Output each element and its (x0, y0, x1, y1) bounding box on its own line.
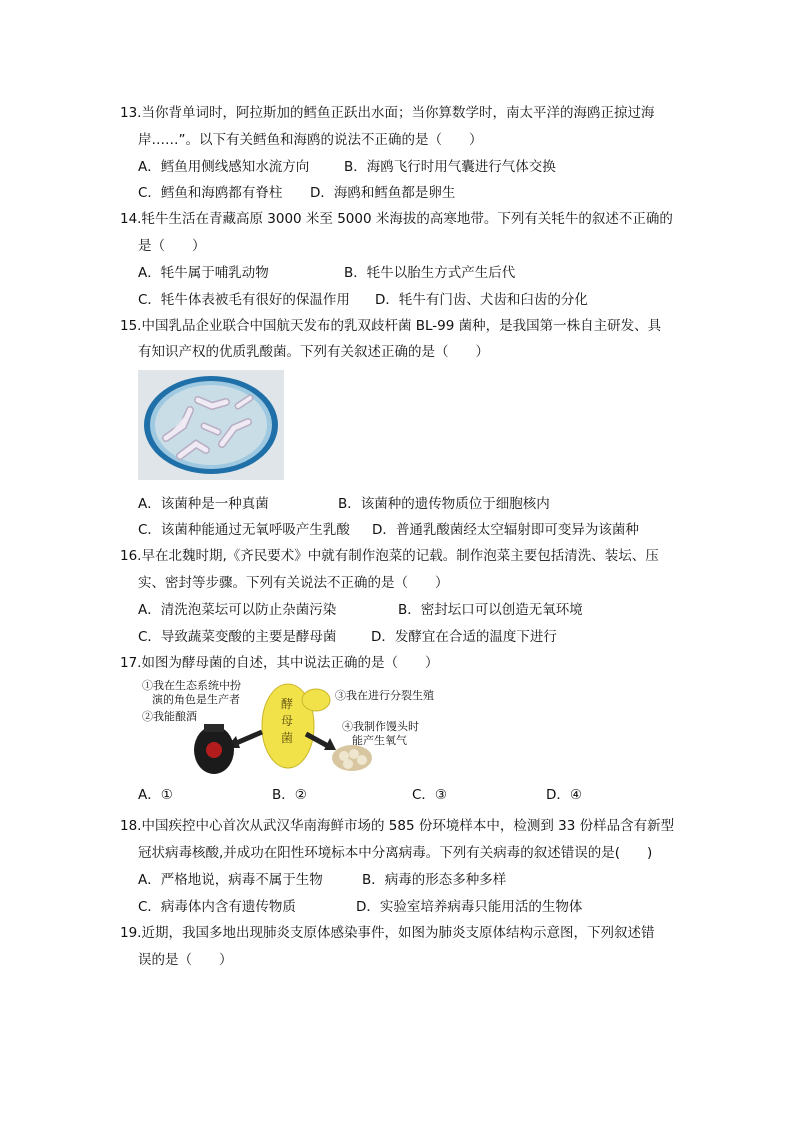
q15-option-c: C．该菌种能通过无氧呼吸产生乳酸 (138, 522, 350, 538)
yeast-statement-4b: 能产生氧气 (352, 735, 407, 747)
yeast-statement-4a: ④我制作馒头时 (342, 721, 419, 733)
q19-stem-line2: 误的是（ ） (138, 952, 233, 968)
yeast-statement-1b: 演的角色是生产者 (152, 694, 240, 706)
q18-stem-line2: 冠状病毒核酸,并成功在阳性环境标本中分离病毒。下列有关病毒的叙述错误的是( ) (138, 845, 653, 861)
q13-option-d: D．海鸥和鳕鱼都是卵生 (310, 185, 456, 201)
q18-option-b: B．病毒的形态多种多样 (362, 872, 507, 888)
q17-option-d: D．④ (546, 787, 582, 803)
q18-option-a: A．严格地说，病毒不属于生物 (138, 872, 323, 888)
q16-stem-line2: 实、密封等步骤。下列有关说法不正确的是（ ） (138, 575, 449, 591)
q14-stem-line2: 是（ ） (138, 238, 206, 254)
q18-option-c: C．病毒体内含有遗传物质 (138, 899, 296, 915)
q19-stem-line1: 19.近期，我国多地出现肺炎支原体感染事件，如图为肺炎支原体结构示意图，下列叙述错 (120, 925, 655, 941)
q17-stem: 17.如图为酵母菌的自述，其中说法正确的是（ ） (120, 655, 439, 671)
yeast-label-char-2: 母 (281, 714, 294, 728)
yeast-statement-3: ③我在进行分裂生殖 (335, 690, 434, 702)
yeast-self-description-figure (138, 678, 438, 778)
q13-option-b: B．海鸥飞行时用气囊进行气体交换 (344, 159, 556, 175)
q13-option-a: A．鳕鱼用侧线感知水流方向 (138, 159, 310, 175)
q15-option-a: A．该菌种是一种真菌 (138, 496, 269, 512)
q13-stem-line1: 13.当你背单词时，阿拉斯加的鳕鱼正跃出水面；当你算数学时，南太平洋的海鸥正掠过海 (120, 105, 655, 121)
yeast-label-char-3: 菌 (281, 731, 294, 745)
q14-option-b: B．牦牛以胎生方式产生后代 (344, 265, 516, 281)
q16-stem-line1: 16.早在北魏时期,《齐民要术》中就有制作泡菜的记载。制作泡菜主要包括清洗、装坛、压 (120, 548, 659, 564)
yeast-statement-2: ②我能酿酒 (142, 711, 197, 723)
q16-option-d: D．发酵宜在合适的温度下进行 (371, 629, 557, 645)
q13-stem-line2: 岸……”。以下有关鳕鱼和海鸥的说法不正确的是（ ） (138, 132, 483, 148)
q17-option-a: A．① (138, 787, 173, 803)
q16-option-a: A．清洗泡菜坛可以防止杂菌污染 (138, 602, 337, 618)
q15-stem-line2: 有知识产权的优质乳酸菌。下列有关叙述正确的是（ ） (138, 344, 489, 360)
q18-option-d: D．实验室培养病毒只能用活的生物体 (356, 899, 583, 915)
q13-option-c: C．鳕鱼和海鸥都有脊柱 (138, 185, 283, 201)
q17-option-b: B．② (272, 787, 307, 803)
q14-option-a: A．牦牛属于哺乳动物 (138, 265, 269, 281)
q14-option-d: D．牦牛有门齿、犬齿和臼齿的分化 (375, 292, 588, 308)
q16-option-b: B．密封坛口可以创造无氧环境 (398, 602, 583, 618)
q14-stem-line1: 14.牦牛生活在青藏高原 3000 米至 5000 米海拔的高寒地带。下列有关牦牛的叙述不正确的 (120, 211, 673, 227)
yeast-statement-1a: ①我在生态系统中扮 (142, 680, 241, 692)
q15-stem-line1: 15.中国乳品企业联合中国航天发布的乳双歧杆菌 BL-99 菌种，是我国第一株自主研发、具 (120, 318, 662, 334)
q18-stem-line1: 18.中国疾控中心首次从武汉华南海鲜市场的 585 份环境样本中，检测到 33 份样品含有新型 (120, 818, 675, 834)
bacteria-micrograph-image (138, 370, 284, 480)
q16-option-c: C．导致蔬菜变酸的主要是酵母菌 (138, 629, 337, 645)
q15-option-b: B．该菌种的遗传物质位于细胞核内 (338, 496, 550, 512)
q17-option-c: C．③ (412, 787, 448, 803)
q15-option-d: D．普通乳酸菌经太空辐射即可变异为该菌种 (372, 522, 639, 538)
yeast-label-char-1: 酵 (281, 697, 294, 711)
q14-option-c: C．牦牛体表被毛有很好的保温作用 (138, 292, 350, 308)
